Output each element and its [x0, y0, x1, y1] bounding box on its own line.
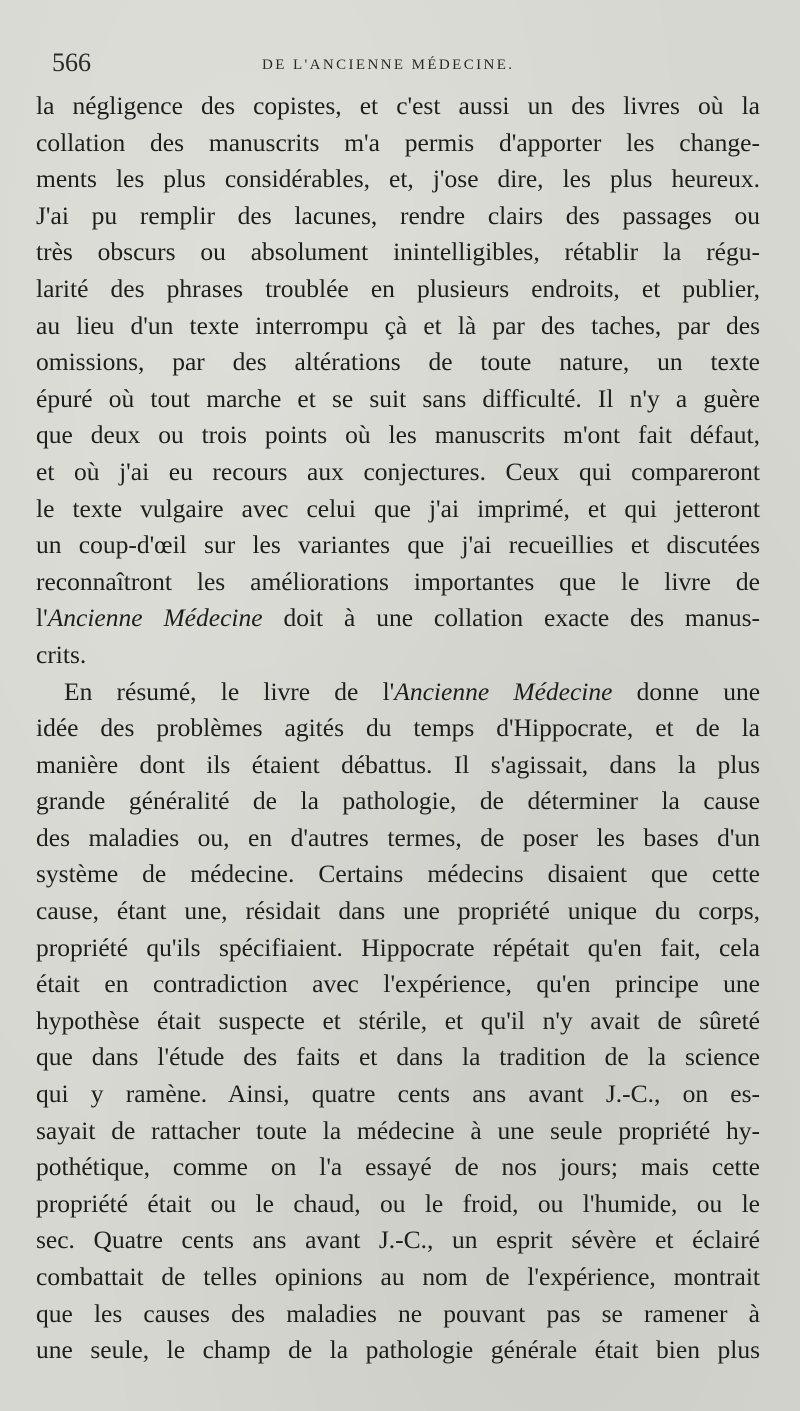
text-line: grande généralité de la pathologie, de déterminer la cause: [36, 786, 760, 816]
text-line: que les causes des maladies ne pouvant pas se ramener à: [36, 1298, 760, 1328]
text-line: sayait de rattacher toute la médecine à une seule propriété hy-: [36, 1115, 760, 1145]
text-line: très obscurs ou absolument inintelligibles, rétablir la régu-: [36, 237, 760, 267]
book-title-italic: Ancienne Médecine: [47, 603, 263, 633]
text-segment: doit à une collation exacte des manus-: [262, 603, 760, 633]
text-line: pothétique, comme on l'a essayé de nos jours; mais cette: [36, 1152, 760, 1182]
text-line: au lieu d'un texte interrompu çà et là par des taches, par des: [36, 310, 760, 340]
text-line: le texte vulgaire avec celui que j'ai imprimé, et qui jetteront: [36, 493, 760, 523]
text-line: épuré où tout marche et se suit sans difficulté. Il n'y a guère: [36, 383, 760, 413]
page-number: 566: [52, 48, 91, 77]
paragraph-2: [36, 674, 760, 1369]
text-line: combattait de telles opinions au nom de l'expérience, montrait: [36, 1262, 760, 1291]
text-line: ments les plus considérables, et, j'ose dire, les plus heureux.: [36, 164, 760, 194]
book-title-italic: Ancienne Médecine: [394, 676, 613, 706]
text-line: larité des phrases troublée en plusieurs endroits, et publier,: [36, 273, 760, 303]
running-title: DE L'ANCIENNE MÉDECINE.: [262, 57, 515, 73]
paragraph-1: [36, 88, 760, 674]
text-line: propriété qu'ils spécifiaient. Hippocrate répétait qu'en fait, cela: [36, 932, 760, 962]
text-line: propriété était ou le chaud, ou le froid, ou l'humide, ou le: [36, 1188, 760, 1218]
text-line: J'ai pu remplir des lacunes, rendre clairs des passages ou: [36, 200, 760, 230]
text-segment: En résumé, le livre de l': [64, 676, 395, 706]
text-line: sec. Quatre cents ans avant J.-C., un esprit sévère et éclairé: [36, 1225, 760, 1255]
text-line: système de médecine. Certains médecins disaient que cette: [36, 859, 760, 889]
text-line: cause, étant une, résidait dans une propriété unique du corps,: [36, 896, 760, 926]
page-header: [52, 46, 752, 80]
text-line: un coup-d'œil sur les variantes que j'ai recueillies et discutées: [36, 530, 760, 560]
text-line: la négligence des copistes, et c'est aussi un des livres où la: [36, 91, 760, 120]
text-line: reconnaîtront les améliorations importantes que le livre de: [36, 566, 760, 596]
body-text: [36, 88, 760, 1369]
text-line: des maladies ou, en d'autres termes, de poser les bases d'un: [36, 822, 760, 852]
text-line: [36, 600, 760, 637]
text-line: que deux ou trois points où les manuscrits m'ont fait défaut,: [36, 420, 760, 450]
text-line: omissions, par des altérations de toute nature, un texte: [36, 347, 760, 377]
text-line: collation des manuscrits m'a permis d'apporter les change-: [36, 127, 760, 157]
text-line: était en contradiction avec l'expérience, qu'en principe une: [36, 969, 760, 999]
text-line: qui y ramène. Ainsi, quatre cents ans avant J.-C., on es-: [36, 1079, 760, 1109]
text-line: [36, 674, 760, 711]
text-segment: l': [36, 603, 48, 633]
text-line: manière dont ils étaient débattus. Il s'agissait, dans la plus: [36, 749, 760, 779]
text-line: crits.: [36, 639, 87, 669]
text-line: idée des problèmes agités du temps d'Hippocrate, et de la: [36, 713, 760, 743]
text-line: une seule, le champ de la pathologie générale était bien plus: [36, 1335, 760, 1365]
text-line: que dans l'étude des faits et dans la tradition de la science: [36, 1042, 760, 1072]
text-line: et où j'ai eu recours aux conjectures. Ceux qui compareront: [36, 456, 760, 486]
text-segment: donne une: [612, 676, 761, 706]
text-line: hypothèse était suspecte et stérile, et qu'il n'y avait de sûreté: [36, 1005, 760, 1035]
